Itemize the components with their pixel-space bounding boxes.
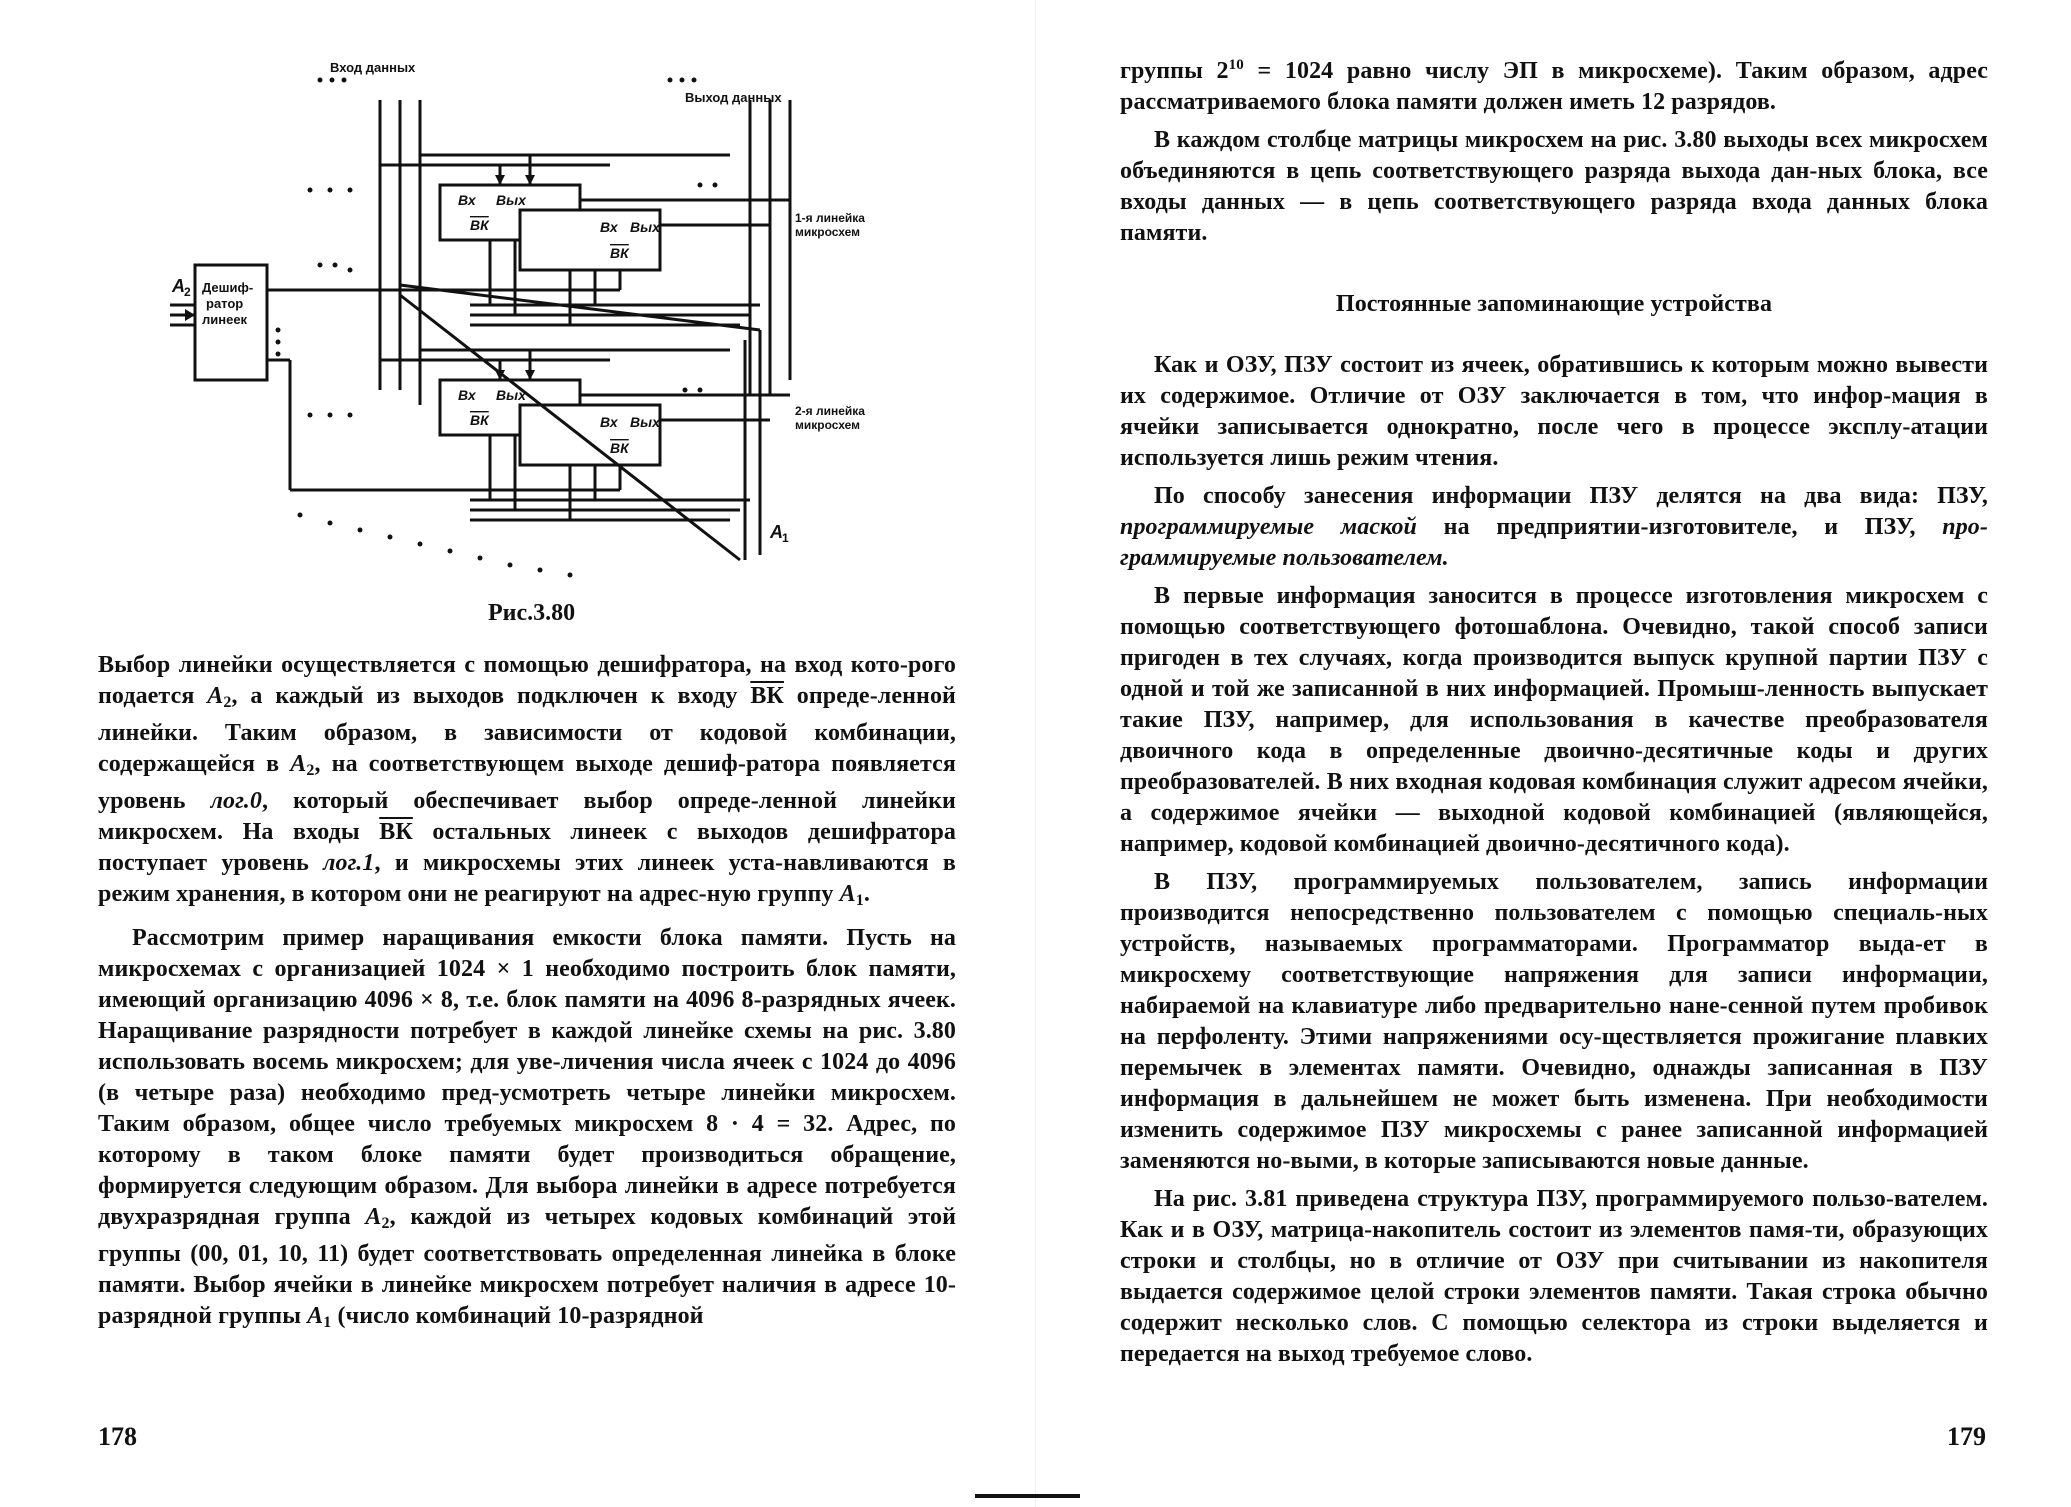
label-line2-2: микросхем (795, 418, 861, 432)
left-text-column (98, 650, 956, 1338)
chip-label-in: Вх (458, 192, 476, 208)
chip-label-out: Вых (496, 387, 526, 403)
label-data-out: Выход данных (685, 90, 782, 105)
chip-label-out: Вых (630, 219, 660, 235)
paragraph: На рис. 3.81 приведена структура ПЗУ, программируемого пользо-вателем. Как и в ОЗУ, матрица-накопитель состоит из элементов памя-ти, образующих строки и столбцы, но в отличие от ОЗУ при считывании из накопителя выдается содержимое целой строки элементов памяти. Такая строка обычно содержит несколько слов. С помощью селектора из строки выделяется и передается на выход требуемое слово. (1120, 1186, 1988, 1367)
paragraph: В каждом столбце матрицы микросхем на рис. 3.80 выходы всех микросхем объединяются в цепь соответствующего разряда выхода дан-ных блока, все входы данных — в цепь соответствующего разряда входа данных блока памяти. (1120, 127, 1988, 246)
page-number: 178 (98, 1422, 137, 1451)
right-page (1035, 0, 2071, 1507)
chip-label-in: Вх (458, 387, 476, 403)
chip-label-cs: ВК (610, 440, 629, 456)
memory-block-diagram (170, 60, 910, 580)
chip-label-cs: ВК (610, 245, 629, 261)
figure-caption: Рис.3.80 (488, 600, 576, 626)
left-page (0, 0, 1035, 1507)
paragraph: В первые информация заносится в процессе изготовления микросхем с помощью соответствующего фотошаблона. Очевидно, такой способ записи пригоден в тех случаях, когда производится выпуск крупной партии ПЗУ с одной и той же записанной в них информацией. Промыш-ленность выпускает такие ПЗУ, например, для использования в качестве преобразователя двоичного кода в определенные двоично-десятичные коды и других преобразователей. В них входная кодовая комбинация служит адресом ячейки, а содержимое ячейки — выходной кодовой комбинацией (являющейся, например, кодовой комбинацией двоично-десятичного кода). (1120, 583, 1988, 857)
right-text-column (1120, 50, 1988, 1370)
label-decoder-2: ратор (206, 296, 244, 311)
section-heading: Постоянные запоминающие устройства (1335, 291, 1773, 317)
label-data-in: Вход данных (330, 60, 416, 75)
label-a2-sub: 2 (184, 285, 191, 299)
label-line1-2: микросхем (795, 225, 861, 239)
label-line1-1: 1-я линейка (795, 211, 865, 225)
label-a2: A (172, 276, 185, 296)
label-decoder-3: линеек (202, 312, 248, 327)
paragraph: Как и ОЗУ, ПЗУ состоит из ячеек, обратившись к которым можно вывести их содержимое. Отличие от ОЗУ заключается в том, что инфор-мация в ячейки записывается однократно, после чего в процессе эксплу-атации используется лишь режим чтения. (1120, 352, 1988, 471)
chip-label-cs: ВК (470, 412, 489, 428)
paragraph: Рассмотрим пример наращивания емкости блока памяти. Пусть на микросхемах с организацией 1024 × 1 необходимо построить блок памяти, имеющий организацию 4096 × 8, т.е. блок памяти на 4096 8-разрядных ячеек. Наращивание разрядности потребует в каждой линейке схемы на рис. 3.80 использовать восемь микросхем; для уве-личения числа ячеек с 1024 до 4096 (в четыре раза) необходимо пред-усмотреть четыре линейки микросхем. Таким образом, общее число требуемых микросхем 8 · 4 = 32. Адрес, по которому в таком блоке памяти будет производиться обращение, формируется следующим образом. Для выбора линейки в адресе потребуется двухразрядная группа $A_2$, каждой из четырех кодовых комбинаций этой группы (00, 01, 10, 11) будет соответствовать определенная линейка в блоке памяти. Выбор ячейки в линейке микросхем потребует наличия в адресе 10-разрядной группы $A_1$ (число комбинаций 10-разрядной (98, 925, 957, 1331)
paragraph: По способу занесения информации ПЗУ делятся на два вида: ПЗУ, программируемые маской на предприятии-изготовителе, и ПЗУ, про-граммируемые пользователем. (1120, 483, 1988, 571)
label-a1: A (770, 522, 783, 542)
chip-label-in: Вх (600, 219, 618, 235)
chip-label-out: Вых (630, 414, 660, 430)
chip-label-out: Вых (496, 192, 526, 208)
paragraph: группы $2^{10} = 1024$ равно числу ЭП в микросхеме). Таким образом, адрес рассматриваемого блока памяти должен иметь 12 разрядов. (1120, 57, 1989, 115)
chip-label-cs: ВК (470, 217, 489, 233)
label-a1-sub: 1 (782, 531, 789, 545)
figure-3-80 (170, 60, 910, 580)
page-number: 179 (1947, 1422, 1986, 1451)
paragraph: В ПЗУ, программируемых пользователем, запись информации производится непосредственно пользователем с помощью специаль-ных устройств, называемых программаторами. Программатор выда-ет в микросхему соответствующие напряжения для записи информации, набираемой на клавиатуре либо предварительно нане-сенной путем пробивок на перфоленту. Этими напряжениями осу-ществляется прожигание плавких перемычек в элементах памяти. Очевидно, однажды записанная в ПЗУ информация в дальнейшем не может быть изменена. При необходимости изменить содержимое ПЗУ микросхемы с ранее записанной информацией заменяются но-выми, в которые записываются новые данные. (1120, 869, 1988, 1174)
bottom-rule (975, 1494, 1080, 1498)
label-line2-1: 2-я линейка (795, 404, 865, 418)
chip-label-in: Вх (600, 414, 618, 430)
label-decoder-1: Дешиф- (202, 280, 254, 295)
paragraph: Выбор линейки осуществляется с помощью дешифратора, на вход кото-рого подается $A_2$, а каждый из выходов подключен к входу ВК опреде-ленной линейки. Таким образом, в зависимости от кодовой комбинации, содержащейся в $A_2$, на соответствующем выходе дешиф-ратора появляется уровень лог.0, который обеспечивает выбор опреде-ленной линейки микросхем. На входы ВК остальных линеек с выходов дешифратора поступает уровень лог.1, и микросхемы этих линеек уста-навливаются в режим хранения, в котором они не реагируют на адрес-ную группу $A_1$. (98, 652, 956, 909)
